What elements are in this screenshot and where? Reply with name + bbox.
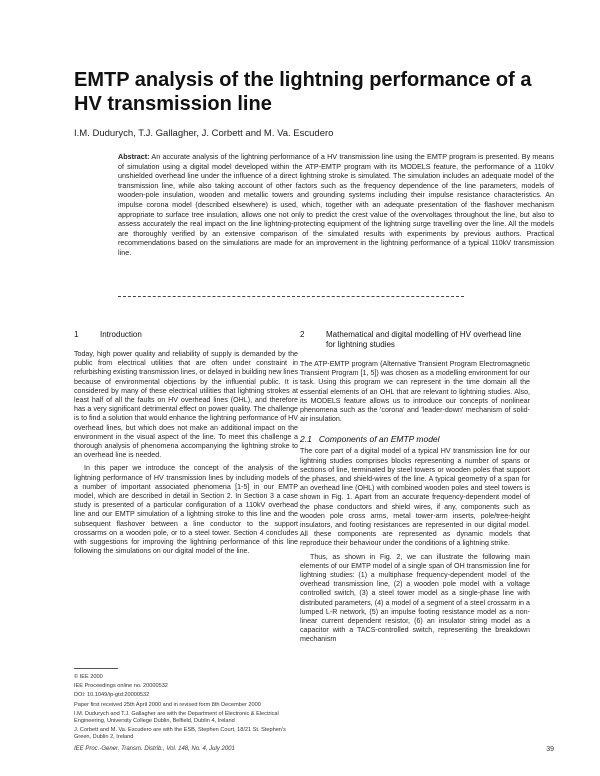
subsection-2-1-paragraph-2: Thus, as shown in Fig. 2, we can illustrate the following main elements of our EMTP model of a single span of OH transmission line for lightning studies: (1) a multiphase frequency-dependent model of the overhead transmission line, (2) a wooden pole model with a voltage controlled switch, (3) a steel tower model as a single-phase line with distributed parameters, (4) a model of a segment of a steel crossarm in a lumped L-R network, (5) an impulse footing resistance model as a non-linear current dependent resistor, (6) an insulator string model as a capacitor with a TACS-controlled switch, representing the breakdown mechanism [300,552,530,644]
footnote-affiliation-1: I.M. Dudurych and T.J. Gallagher are with the Department of Electronic & Electrical Engineering, University College Dublin, Belfield, Dublin 4, Ireland [74,710,279,725]
subsection-2-1-heading [300,434,530,444]
footnote-doi: DOI: 10.1049/ip-gtd:20000532 [74,692,150,699]
journal-citation: IEE Proc.-Gener. Transm. Distrib., Vol. 148, No. 4, July 2001 [74,746,235,752]
subsection-2-1-title: Components of an EMTP model [318,434,440,445]
paper-title: EMTP analysis of the lightning performance of a HV transmission line [74,69,532,115]
subsection-2-1-number: 2.1 [300,434,312,445]
author-list: I.M. Dudurych, T.J. Gallagher, J. Corbett and M. Va. Escudero [74,128,334,139]
abstract-separator [118,296,464,297]
section-1-paragraph-1: Today, high power quality and reliability of supply is demanded by the public from electrical utilities that are often under constraint in refurbishing existing transmission lines, or delayed in building new lines because of environmental objections by the influential public. It is considered by many of these electrical utilities that lightning strokes at least half of all the faults on HV overhead lines (OHL), and therefore has a very significant detrimental effect on power quality. The challenge is to find a solution that would enhance the lightning performance of HV overhead lines, but which does not make an additional impact on the environment in the visual aspect of the line. To meet this challenge a thorough analysis of phenomena accompanying the lightning stroke to an overhead line is needed. [74,350,298,460]
page-footer [74,746,554,752]
footnote-rule [74,668,118,669]
section-1-title: Introduction [100,330,142,339]
abstract-label: Abstract: [118,152,150,161]
subsection-2-1-paragraph-1: The core part of a digital model of a typical HV transmission line for our lightning studies comprises blocks representing a number of spans or sections of line, terminated by steel towers or wooden poles that support the phases, and shield-wires of the line. A typical geometry of a span for an overhead line (OHL) with combined wooden poles and steel towers is shown in Fig. 1. Apart from an accurate frequency-dependent model of the phase conductors and shield wires, if any, components such as wooden pole cross arms, metal tower-arm inserts, pole/tree-height insulators, and footing resistances are represented in our digital model. All these components are represented as dynamic models that reproduce their behaviour under the conditions of a lightning strike. [300,447,530,548]
footnotes [74,668,298,744]
footnote-online-no: IEE Proceedings online no. 20000532 [74,683,168,690]
section-1-heading [74,330,298,340]
footnote-copyright: © IEE 2000 [74,674,103,680]
section-2-paragraph-1: The ATP-EMTP program (Alternative Transient Program Electromagnetic Transient Program [1, 5]) was chosen as a modelling environment for our task. Using this program we can represent in the time domain all the essential elements of an OHL that are relevant to lightning studies. Also, its MODELS feature allows us to introduce our concepts of nonlinear phenomena such as the 'corona' and 'leader-down' mechanism of solid-air insulation. [300,360,530,424]
abstract [118,152,554,258]
abstract-text: An accurate analysis of the lightning performance of a HV transmission line using the EMTP program is presented. By means of simulation using a digital model developed within the ATP-EMTP program with its MODELS feature, the performance of a 110kV unshielded overhead line under the influence of a direct lightning stroke is simulated. The simulation includes an adequate model of the transmission line, while also taking account of other factors such as the frequency dependence of the line parameters, models of wooden-pole insulation, wooden and metallic towers and grounding systems including their impulse resistance characteristics. An impulse corona model (described elsewhere) is used, which, together with an adequate presentation of the flashover mechanism appropriate to surface tree insulation, allows one not only to predict the crest value of the overvoltages throughout the line, but also to assess accurately the real impact on the line lightning-protecting equipment of the lightning surge travelling over the line. All the models are thoroughly verified by an extensive comparison of the simulated results with experiments by previous authors. Practical recommendations based on the simulations are made for an improvement in the lightning performance of a typical 110kV transmission line. [118,152,554,257]
footnote-received: Paper first received 25th April 2000 and in revised form 8th December 2000 [74,701,261,708]
section-2-number: 2 [300,330,305,339]
section-1-number: 1 [74,330,79,339]
right-column [300,330,530,649]
section-1-paragraph-2: In this paper we introduce the concept of the analysis of the lightning performance of HV transmission lines by including models of a number of important associated phenomena [1-5] in our EMTP model, which are described in detail in Section 2. In Section 3 a case study is presented of a particular configuration of a 110kV overhead line and our EMTP simulation of a lightning stroke to this line and the subsequent flashover between a line conductor to the support crossarms on a wooden pole, or to a steel tower. Section 4 concludes with suggestions for improving the lightning performance of this line following the simulations on our digital model of the line. [74,464,298,556]
section-2-title: Mathematical and digital modelling of HV overhead line for lightning studies [326,330,522,349]
footnote-affiliation-2: J. Corbett and M. Va. Escudero are with the ESB, Stephen Court, 18/21 St. Stephen's Green, Dublin 2, Ireland [74,727,286,741]
left-column [74,330,298,560]
section-2-heading [300,330,530,350]
page-number: 39 [546,746,554,753]
